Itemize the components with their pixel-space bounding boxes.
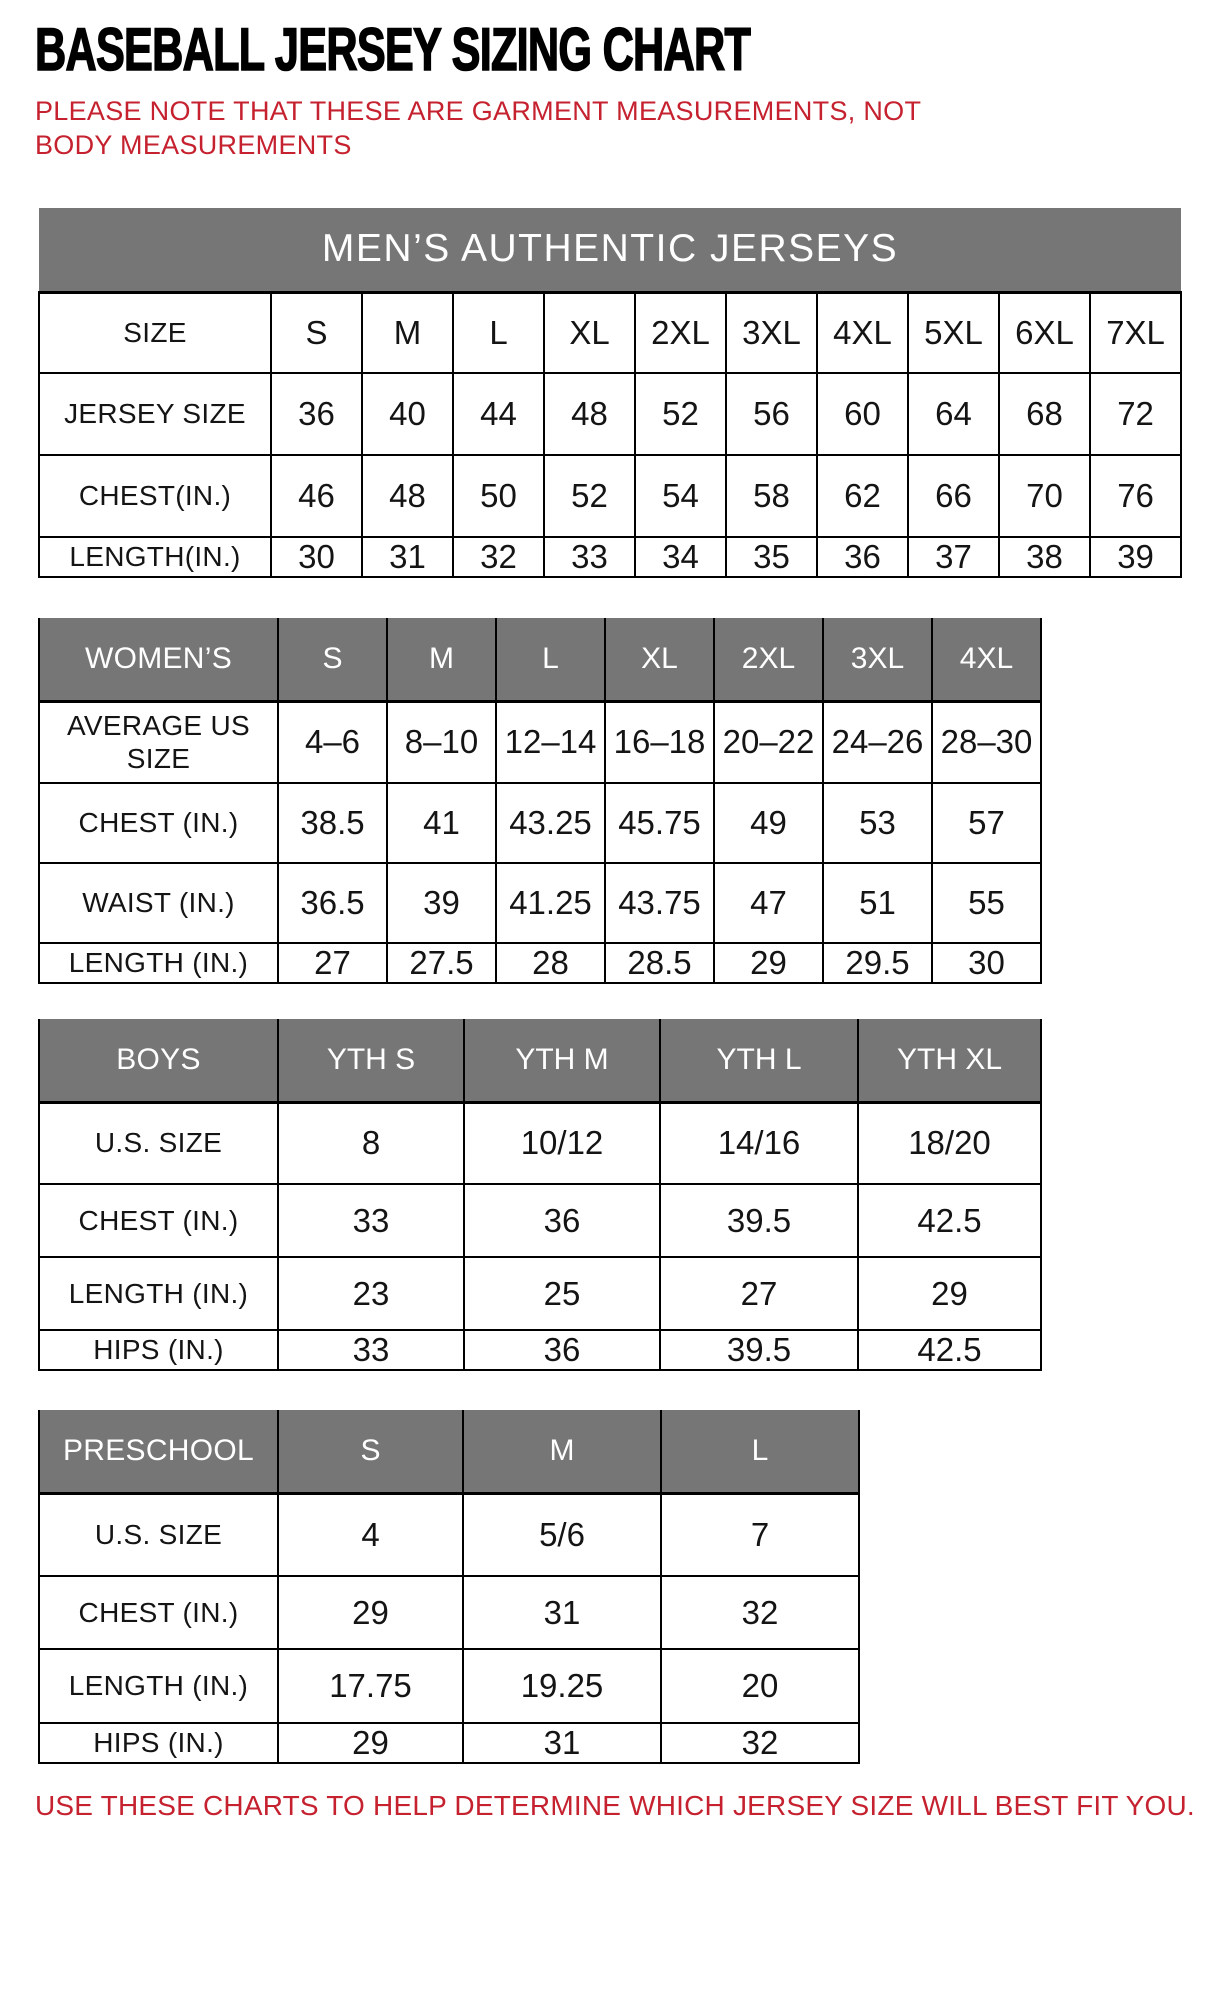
value-cell: 39: [387, 863, 496, 943]
value-cell: 36: [464, 1330, 660, 1370]
header-cell: S: [278, 1410, 463, 1493]
row-label-cell: LENGTH (IN.): [39, 1257, 278, 1330]
value-cell: 39.5: [660, 1330, 858, 1370]
page-title: [35, 16, 1220, 83]
value-cell: 31: [463, 1576, 661, 1649]
value-cell: 2XL: [635, 292, 726, 373]
table-row: [39, 455, 1181, 537]
header-cell: 2XL: [714, 618, 823, 701]
row-label-cell: LENGTH(IN.): [39, 537, 271, 577]
value-cell: 53: [823, 783, 932, 863]
value-cell: 42.5: [858, 1330, 1041, 1370]
table-row: [39, 1330, 1041, 1370]
header-cell: 3XL: [823, 618, 932, 701]
table-row: [39, 1102, 1041, 1184]
value-cell: 56: [726, 373, 817, 455]
value-cell: 4: [278, 1493, 463, 1576]
value-cell: 33: [544, 537, 635, 577]
header-cell: S: [278, 618, 387, 701]
value-cell: 52: [635, 373, 726, 455]
table-row: [39, 1576, 859, 1649]
value-cell: 14/16: [660, 1102, 858, 1184]
table-row: [39, 1493, 859, 1576]
table-row: [39, 292, 1181, 373]
row-label-cell: U.S. SIZE: [39, 1493, 278, 1576]
row-label-cell: CHEST (IN.): [39, 1576, 278, 1649]
row-label-cell: HIPS (IN.): [39, 1723, 278, 1763]
value-cell: 10/12: [464, 1102, 660, 1184]
value-cell: L: [453, 292, 544, 373]
row-label-cell: U.S. SIZE: [39, 1102, 278, 1184]
row-label-cell: AVERAGE US SIZE: [39, 701, 278, 783]
value-cell: 3XL: [726, 292, 817, 373]
table-row: [39, 863, 1041, 943]
table-banner: MEN’S AUTHENTIC JERSEYS: [39, 208, 1181, 292]
value-cell: 41: [387, 783, 496, 863]
value-cell: 45.75: [605, 783, 714, 863]
value-cell: 29: [858, 1257, 1041, 1330]
header-cell: M: [463, 1410, 661, 1493]
value-cell: 49: [714, 783, 823, 863]
header-label-cell: WOMEN’S: [39, 618, 278, 701]
value-cell: S: [271, 292, 362, 373]
value-cell: 31: [362, 537, 453, 577]
value-cell: 31: [463, 1723, 661, 1763]
row-label-cell: LENGTH (IN.): [39, 943, 278, 983]
value-cell: 28.5: [605, 943, 714, 983]
value-cell: 64: [908, 373, 999, 455]
garment-measurement-note: PLEASE NOTE THAT THESE ARE GARMENT MEASUREMENTS, NOT BODY MEASUREMENTS: [35, 96, 921, 160]
value-cell: 33: [278, 1330, 464, 1370]
value-cell: 51: [823, 863, 932, 943]
value-cell: 4–6: [278, 701, 387, 783]
value-cell: 19.25: [463, 1649, 661, 1723]
value-cell: 72: [1090, 373, 1181, 455]
row-label-cell: HIPS (IN.): [39, 1330, 278, 1370]
table-row: [39, 1184, 1041, 1257]
header-label-cell: BOYS: [39, 1019, 278, 1102]
header-cell: L: [496, 618, 605, 701]
value-cell: 55: [932, 863, 1041, 943]
value-cell: 40: [362, 373, 453, 455]
row-label-cell: CHEST (IN.): [39, 1184, 278, 1257]
value-cell: 27.5: [387, 943, 496, 983]
mens-sizing-table: [38, 208, 1182, 578]
value-cell: 62: [817, 455, 908, 537]
value-cell: 52: [544, 455, 635, 537]
header-label-cell: PRESCHOOL: [39, 1410, 278, 1493]
value-cell: 8: [278, 1102, 464, 1184]
value-cell: 43.75: [605, 863, 714, 943]
value-cell: 28–30: [932, 701, 1041, 783]
value-cell: 33: [278, 1184, 464, 1257]
value-cell: 47: [714, 863, 823, 943]
value-cell: 48: [544, 373, 635, 455]
value-cell: 17.75: [278, 1649, 463, 1723]
value-cell: 57: [932, 783, 1041, 863]
value-cell: 42.5: [858, 1184, 1041, 1257]
sizing-chart-page: [0, 16, 1220, 1998]
value-cell: 20–22: [714, 701, 823, 783]
header-cell: M: [387, 618, 496, 701]
row-label-cell: CHEST(IN.): [39, 455, 271, 537]
value-cell: 27: [278, 943, 387, 983]
value-cell: XL: [544, 292, 635, 373]
header-cell: YTH XL: [858, 1019, 1041, 1102]
header-cell: YTH S: [278, 1019, 464, 1102]
value-cell: 38.5: [278, 783, 387, 863]
value-cell: 4XL: [817, 292, 908, 373]
header-cell: L: [661, 1410, 859, 1493]
table-row: [39, 1723, 859, 1763]
boys-sizing-table: [38, 1019, 1042, 1371]
value-cell: M: [362, 292, 453, 373]
value-cell: 36: [817, 537, 908, 577]
value-cell: 32: [453, 537, 544, 577]
value-cell: 37: [908, 537, 999, 577]
value-cell: 36: [464, 1184, 660, 1257]
value-cell: 23: [278, 1257, 464, 1330]
header-cell: YTH M: [464, 1019, 660, 1102]
row-label-cell: WAIST (IN.): [39, 863, 278, 943]
value-cell: 43.25: [496, 783, 605, 863]
row-label-cell: LENGTH (IN.): [39, 1649, 278, 1723]
value-cell: 27: [660, 1257, 858, 1330]
value-cell: 76: [1090, 455, 1181, 537]
header-cell: YTH L: [660, 1019, 858, 1102]
value-cell: 32: [661, 1723, 859, 1763]
value-cell: 6XL: [999, 292, 1090, 373]
table-banner-row: [39, 208, 1181, 292]
value-cell: 58: [726, 455, 817, 537]
value-cell: 38: [999, 537, 1090, 577]
header-cell: XL: [605, 618, 714, 701]
table-header-row: [39, 1410, 859, 1493]
value-cell: 70: [999, 455, 1090, 537]
value-cell: 5XL: [908, 292, 999, 373]
value-cell: 34: [635, 537, 726, 577]
page-title-text: BASEBALL JERSEY SIZING CHART: [35, 16, 751, 83]
value-cell: 30: [271, 537, 362, 577]
value-cell: 8–10: [387, 701, 496, 783]
value-cell: 36: [271, 373, 362, 455]
table-header-row: [39, 1019, 1041, 1102]
row-label-cell: SIZE: [39, 292, 271, 373]
value-cell: 25: [464, 1257, 660, 1330]
value-cell: 7: [661, 1493, 859, 1576]
value-cell: 60: [817, 373, 908, 455]
value-cell: 24–26: [823, 701, 932, 783]
value-cell: 29: [278, 1576, 463, 1649]
value-cell: 41.25: [496, 863, 605, 943]
row-label-cell: CHEST (IN.): [39, 783, 278, 863]
value-cell: 12–14: [496, 701, 605, 783]
value-cell: 66: [908, 455, 999, 537]
value-cell: 50: [453, 455, 544, 537]
header-cell: 4XL: [932, 618, 1041, 701]
value-cell: 7XL: [1090, 292, 1181, 373]
table-row: [39, 1257, 1041, 1330]
row-label-cell: JERSEY SIZE: [39, 373, 271, 455]
value-cell: 46: [271, 455, 362, 537]
value-cell: 39.5: [660, 1184, 858, 1257]
value-cell: 68: [999, 373, 1090, 455]
value-cell: 28: [496, 943, 605, 983]
value-cell: 44: [453, 373, 544, 455]
table-row: [39, 943, 1041, 983]
value-cell: 36.5: [278, 863, 387, 943]
value-cell: 18/20: [858, 1102, 1041, 1184]
table-header-row: [39, 618, 1041, 701]
table-row: [39, 1649, 859, 1723]
value-cell: 35: [726, 537, 817, 577]
value-cell: 5/6: [463, 1493, 661, 1576]
womens-sizing-table: [38, 618, 1042, 984]
value-cell: 29: [714, 943, 823, 983]
value-cell: 20: [661, 1649, 859, 1723]
value-cell: 32: [661, 1576, 859, 1649]
value-cell: 16–18: [605, 701, 714, 783]
value-cell: 39: [1090, 537, 1181, 577]
table-row: [39, 537, 1181, 577]
value-cell: 48: [362, 455, 453, 537]
value-cell: 30: [932, 943, 1041, 983]
value-cell: 54: [635, 455, 726, 537]
value-cell: 29: [278, 1723, 463, 1763]
value-cell: 29.5: [823, 943, 932, 983]
table-row: [39, 783, 1041, 863]
fit-advice-footer: USE THESE CHARTS TO HELP DETERMINE WHICH JERSEY SIZE WILL BEST FIT YOU.: [35, 1790, 1195, 1821]
table-row: [39, 373, 1181, 455]
table-row: [39, 701, 1041, 783]
preschool-sizing-table: [38, 1410, 860, 1764]
